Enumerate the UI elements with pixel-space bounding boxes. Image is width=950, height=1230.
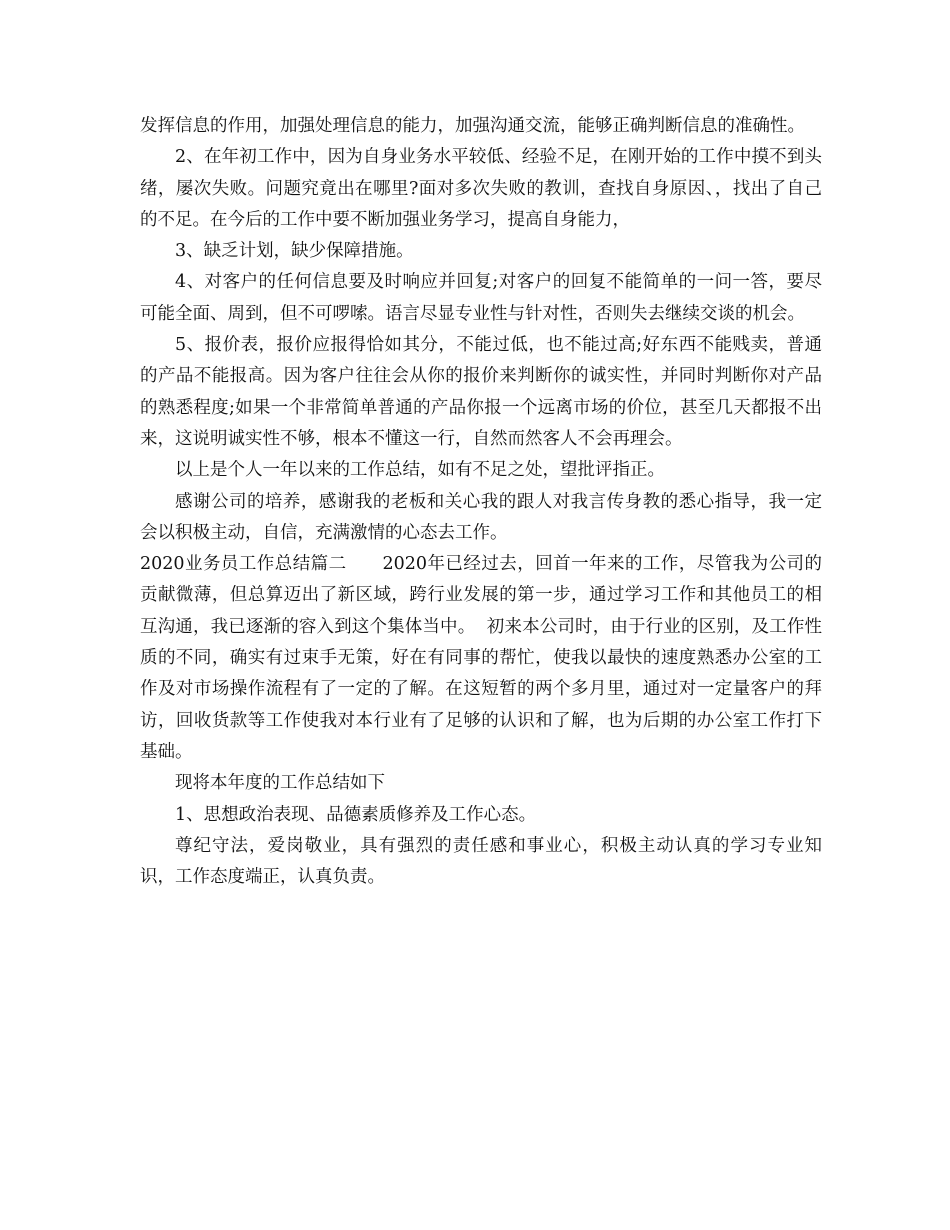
- paragraph-intro-summary: 现将本年度的工作总结如下: [175, 773, 385, 794]
- paragraph-point-4: 4、对客户的任何信息要及时响应并回复;对客户的回复不能简单的一问一答，要尽可能全面、周到，但不可啰嗦。语言尽显专业性与针对性，否则失去继续交谈的机会。: [140, 272, 822, 324]
- section-two-body: 2020年已经过去，回首一年来的工作，尽管我为公司的贡献微薄，但总算迈出了新区域，跨行业发展的第一步，通过学习工作和其他员工的相互沟通，我已逐渐的容入到这个集体当中。 初来本公司时，由于行业的区别，及工作性质的不同，确实有过束手无策，好在有同事的帮忙，使我以最快的速度熟悉办公室的工作及对市场操作流程有了一定的了解。在这短暂的两个多月里，通过对一定量客户的拜访，回收货款等工作使我对本行业有了足够的认识和了解，也为后期的办公室工作打下基础。: [140, 554, 822, 762]
- section-two-heading: 2020业务员工作总结篇二: [140, 554, 347, 575]
- paragraph-point-1-heading: 1、思想政治表现、品德素质修养及工作心态。: [175, 804, 537, 825]
- paragraph-point-3: 3、缺乏计划，缺少保障措施。: [175, 241, 414, 262]
- paragraph-summary: 以上是个人一年以来的工作总结，如有不足之处，望批评指正。: [175, 460, 665, 481]
- paragraph-point-5: 5、报价表，报价应报得恰如其分，不能过低，也不能过高;好东西不能贱卖，普通的产品不能报高。因为客户往往会从你的报价来判断你的诚实性，并同时判断你对产品的熟悉程度;如果一个非常简单普通的产品你报一个远离市场的价位，甚至几天都报不出来，这说明诚实性不够，根本不懂这一行，自然而然客人不会再理会。: [140, 335, 822, 449]
- paragraph-point-2: 2、在年初工作中，因为自身业务水平较低、经验不足，在刚开始的工作中摸不到头绪，屡次失败。问题究竟出在哪里?面对多次失败的教训，查找自身原因、，找出了自己的不足。在今后的工作中要不断加强业务学习，提高自身能力，: [140, 147, 822, 230]
- paragraph-thanks: 感谢公司的培养，感谢我的老板和关心我的跟人对我言传身教的悉心指导，我一定会以积极主动，自信，充满激情的心态去工作。: [140, 491, 822, 543]
- paragraph-info-role: 发挥信息的作用，加强处理信息的能力，加强沟通交流，能够正确判断信息的准确性。: [140, 116, 805, 136]
- paragraph-attitude: 尊纪守法，爱岗敬业，具有强烈的责任感和事业心，积极主动认真的学习专业知识，工作态度端正，认真负责。: [140, 835, 822, 888]
- section-two-paragraph: [140, 549, 822, 768]
- document-page: [140, 111, 822, 893]
